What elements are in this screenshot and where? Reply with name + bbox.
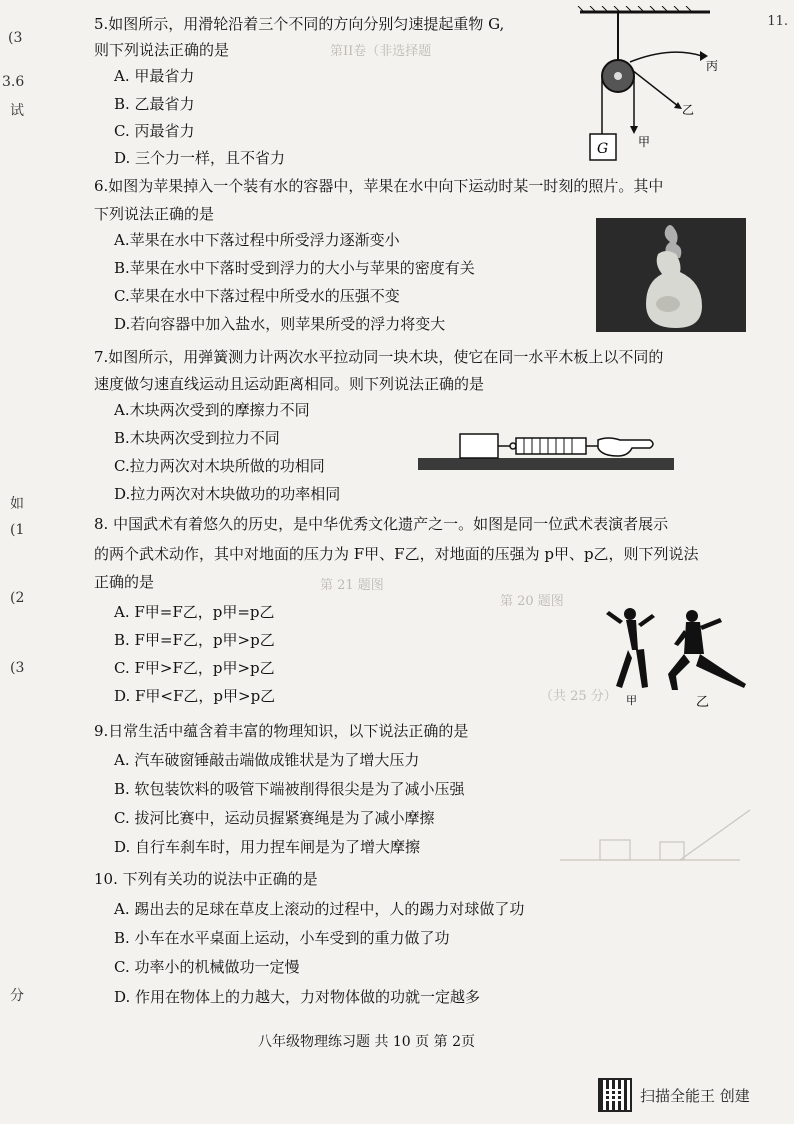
pulley-label-jia: 甲 <box>638 135 651 149</box>
q8-option-a: A. F甲=F乙，p甲=p乙 <box>114 603 275 621</box>
scanner-label: 扫描全能王 创建 <box>640 1086 750 1105</box>
q10-stem: 10. 下列有关功的说法中正确的是 <box>94 870 318 888</box>
margin-mark: (3 <box>10 660 25 676</box>
q7-stem: 7.如图所示，用弹簧测力计两次水平拉动同一块木块，使它在同一水平木板上以不同的 <box>94 348 664 366</box>
bleed-sketch <box>500 800 760 880</box>
q6-stem-cont: 下列说法正确的是 <box>94 205 215 223</box>
q8-stem: 8. 中国武术有着悠久的历史，是中华优秀文化遗产之一。如图是同一位武术表演者展示 <box>94 515 669 533</box>
q8-option-c: C. F甲>F乙，p甲>p乙 <box>114 659 275 677</box>
q8-option-b: B. F甲=F乙，p甲>p乙 <box>114 631 275 649</box>
q7-option-c: C.拉力两次对木块所做的功相同 <box>114 457 325 475</box>
qr-code-icon <box>598 1078 632 1112</box>
q10-option-a: A. 踢出去的足球在草皮上滚动的过程中，人的踢力对球做了功 <box>114 900 525 918</box>
margin-mark: 分 <box>10 988 24 1004</box>
martial-arts-figure <box>600 600 750 710</box>
q6-option-b: B.苹果在水中下落时受到浮力的大小与苹果的密度有关 <box>114 259 475 277</box>
q5-option-b: B. 乙最省力 <box>114 95 195 113</box>
margin-mark: 如 <box>10 496 24 512</box>
scanner-watermark <box>598 1078 750 1112</box>
pulley-figure <box>560 6 720 166</box>
q9-option-d: D. 自行车刹车时，用力捏车闸是为了增大摩擦 <box>114 838 421 856</box>
q9-option-a: A. 汽车破窗锤敲击端做成锥状是为了增大压力 <box>114 751 420 769</box>
q7-stem-cont: 速度做匀速直线运动且运动距离相同。则下列说法正确的是 <box>94 375 485 393</box>
bleed-text: 第 21 题图 <box>320 578 384 593</box>
q5-option-d: D. 三个力一样，且不省力 <box>114 149 286 167</box>
q8-option-d: D. F甲<F乙，p甲>p乙 <box>114 687 276 705</box>
martial-label-jia: 甲 <box>626 694 637 707</box>
bleed-text: 第 20 题图 <box>500 594 564 609</box>
q10-option-b: B. 小车在水平桌面上运动，小车受到的重力做了功 <box>114 929 450 947</box>
margin-mark: (2 <box>10 590 25 606</box>
q7-option-d: D.拉力两次对木块做功的功率相同 <box>114 485 341 503</box>
q5-option-a: A. 甲最省力 <box>114 67 195 85</box>
q10-option-c: C. 功率小的机械做功一定慢 <box>114 958 300 976</box>
q8-stem-cont: 的两个武术动作，其中对地面的压力为 F甲、F乙，对地面的压强为 p甲、p乙，则下列说法 <box>94 545 699 563</box>
q7-option-a: A.木块两次受到的摩擦力不同 <box>114 401 310 419</box>
pulley-label-bing: 丙 <box>706 59 719 73</box>
q5-stem: 5.如图所示，用滑轮沿着三个不同的方向分别匀速提起重物 G, <box>94 15 505 33</box>
bleed-text: （共 25 分） <box>540 689 617 704</box>
q7-option-b: B.木块两次受到拉力不同 <box>114 429 280 447</box>
martial-label-yi: 乙 <box>696 695 710 710</box>
q5-option-c: C. 丙最省力 <box>114 122 195 140</box>
spring-scale-figure <box>418 424 678 476</box>
q9-option-b: B. 软包装饮料的吸管下端被削得很尖是为了减小压强 <box>114 780 465 798</box>
q5-stem-cont: 则下列说法正确的是 <box>94 41 230 59</box>
pulley-label-yi: 乙 <box>682 103 695 117</box>
page-footer: 八年级物理练习题 共 10 页 第 2页 <box>258 1034 475 1050</box>
margin-mark: (3 <box>8 30 23 46</box>
pulley-weight-label: G <box>597 141 609 157</box>
margin-mark: 试 <box>10 103 24 119</box>
q6-stem: 6.如图为苹果掉入一个装有水的容器中，苹果在水中向下运动时某一时刻的照片。其中 <box>94 177 664 195</box>
apple-in-water-photo <box>596 218 746 332</box>
q9-stem: 9.日常生活中蕴含着丰富的物理知识，以下说法正确的是 <box>94 722 469 740</box>
q9-option-c: C. 拔河比赛中，运动员握紧赛绳是为了减小摩擦 <box>114 809 435 827</box>
q6-option-a: A.苹果在水中下落过程中所受浮力逐渐变小 <box>114 231 400 249</box>
margin-mark: 3.6 <box>2 74 25 90</box>
q6-option-d: D.若向容器中加入盐水，则苹果所受的浮力将变大 <box>114 315 446 333</box>
q6-option-c: C.苹果在水中下落过程中所受水的压强不变 <box>114 287 400 305</box>
margin-mark: (1 <box>10 522 25 538</box>
q10-option-d: D. 作用在物体上的力越大，力对物体做的功就一定越多 <box>114 988 481 1006</box>
bleed-text: 第II卷（非选择题 <box>330 44 432 59</box>
q8-stem-cont2: 正确的是 <box>94 573 155 591</box>
corner-mark: 11. <box>767 14 788 29</box>
